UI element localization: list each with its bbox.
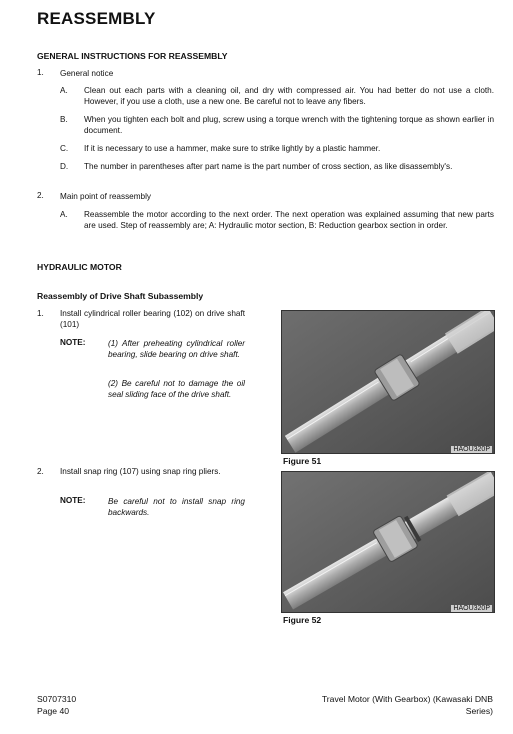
note-text: (1) After preheating cylindrical roller bearing, slide bearing on drive shaft. bbox=[108, 339, 245, 359]
footer-title-line2: Series) bbox=[465, 706, 493, 716]
item-number: 2. bbox=[37, 191, 44, 200]
note-text: (2) Be careful not to damage the oil seal sliding face of the drive shaft. bbox=[108, 379, 245, 399]
figure-caption: Figure 51 bbox=[283, 456, 322, 466]
sub-text: When you tighten each bolt and plug, screw using a torque wrench with the tightening torque as shown earlier in document. bbox=[84, 115, 494, 135]
photo-code: HAOU320P bbox=[453, 446, 490, 453]
figure-52-photo bbox=[281, 471, 495, 613]
section-heading-general: GENERAL INSTRUCTIONS FOR REASSEMBLY bbox=[37, 51, 228, 61]
step-number: 1. bbox=[37, 309, 44, 318]
figure-caption: Figure 52 bbox=[283, 615, 322, 625]
page-number: Page 40 bbox=[37, 706, 70, 716]
doc-number: S0707310 bbox=[37, 694, 77, 704]
step-text: Install snap ring (107) using snap ring pliers. bbox=[60, 467, 221, 476]
sub-letter: C. bbox=[60, 144, 69, 153]
sub-text: Reassemble the motor according to the next order. The next operation was explained assuming that new parts are used. Step of reassembly are; A: Hydraulic motor section, B: Reduction gearbox section in order. bbox=[84, 210, 494, 230]
step-text: Install cylindrical roller bearing (102) on drive shaft (101) bbox=[60, 309, 245, 329]
footer-title-line1: Travel Motor (With Gearbox) (Kawasaki DNB bbox=[321, 694, 493, 704]
sub-text: If it is necessary to use a hammer, make sure to strike lightly by a plastic hammer. bbox=[84, 144, 381, 153]
photo-code: HAOU320P bbox=[453, 605, 490, 612]
step-number: 2. bbox=[37, 467, 44, 476]
note-text: Be careful not to install snap ring backwards. bbox=[108, 497, 245, 517]
figure-51-photo bbox=[281, 310, 495, 454]
shaft-bearing-illustration bbox=[282, 311, 494, 453]
page-title: REASSEMBLY bbox=[37, 9, 156, 28]
note-label: NOTE: bbox=[60, 338, 86, 347]
section-heading-hydraulic: HYDRAULIC MOTOR bbox=[37, 262, 122, 272]
shaft-snap-ring-illustration bbox=[282, 472, 494, 612]
sub-letter: A. bbox=[60, 210, 68, 219]
sub-letter: A. bbox=[60, 86, 68, 95]
item-label: Main point of reassembly bbox=[60, 192, 152, 201]
sub-text: Clean out each parts with a cleaning oil, and dry with compressed air. You had better do not use a cloth. However, if you use a cloth, use a new one. Be careful not to leave any fibers. bbox=[84, 86, 494, 106]
subsection-heading: Reassembly of Drive Shaft Subassembly bbox=[37, 291, 204, 301]
item-number: 1. bbox=[37, 68, 44, 77]
sub-letter: D. bbox=[60, 162, 69, 171]
note-label: NOTE: bbox=[60, 496, 86, 505]
item-label: General notice bbox=[60, 69, 114, 78]
sub-letter: B. bbox=[60, 115, 68, 124]
sub-text: The number in parentheses after part name is the part number of cross section, as like disassembly's. bbox=[84, 162, 453, 171]
